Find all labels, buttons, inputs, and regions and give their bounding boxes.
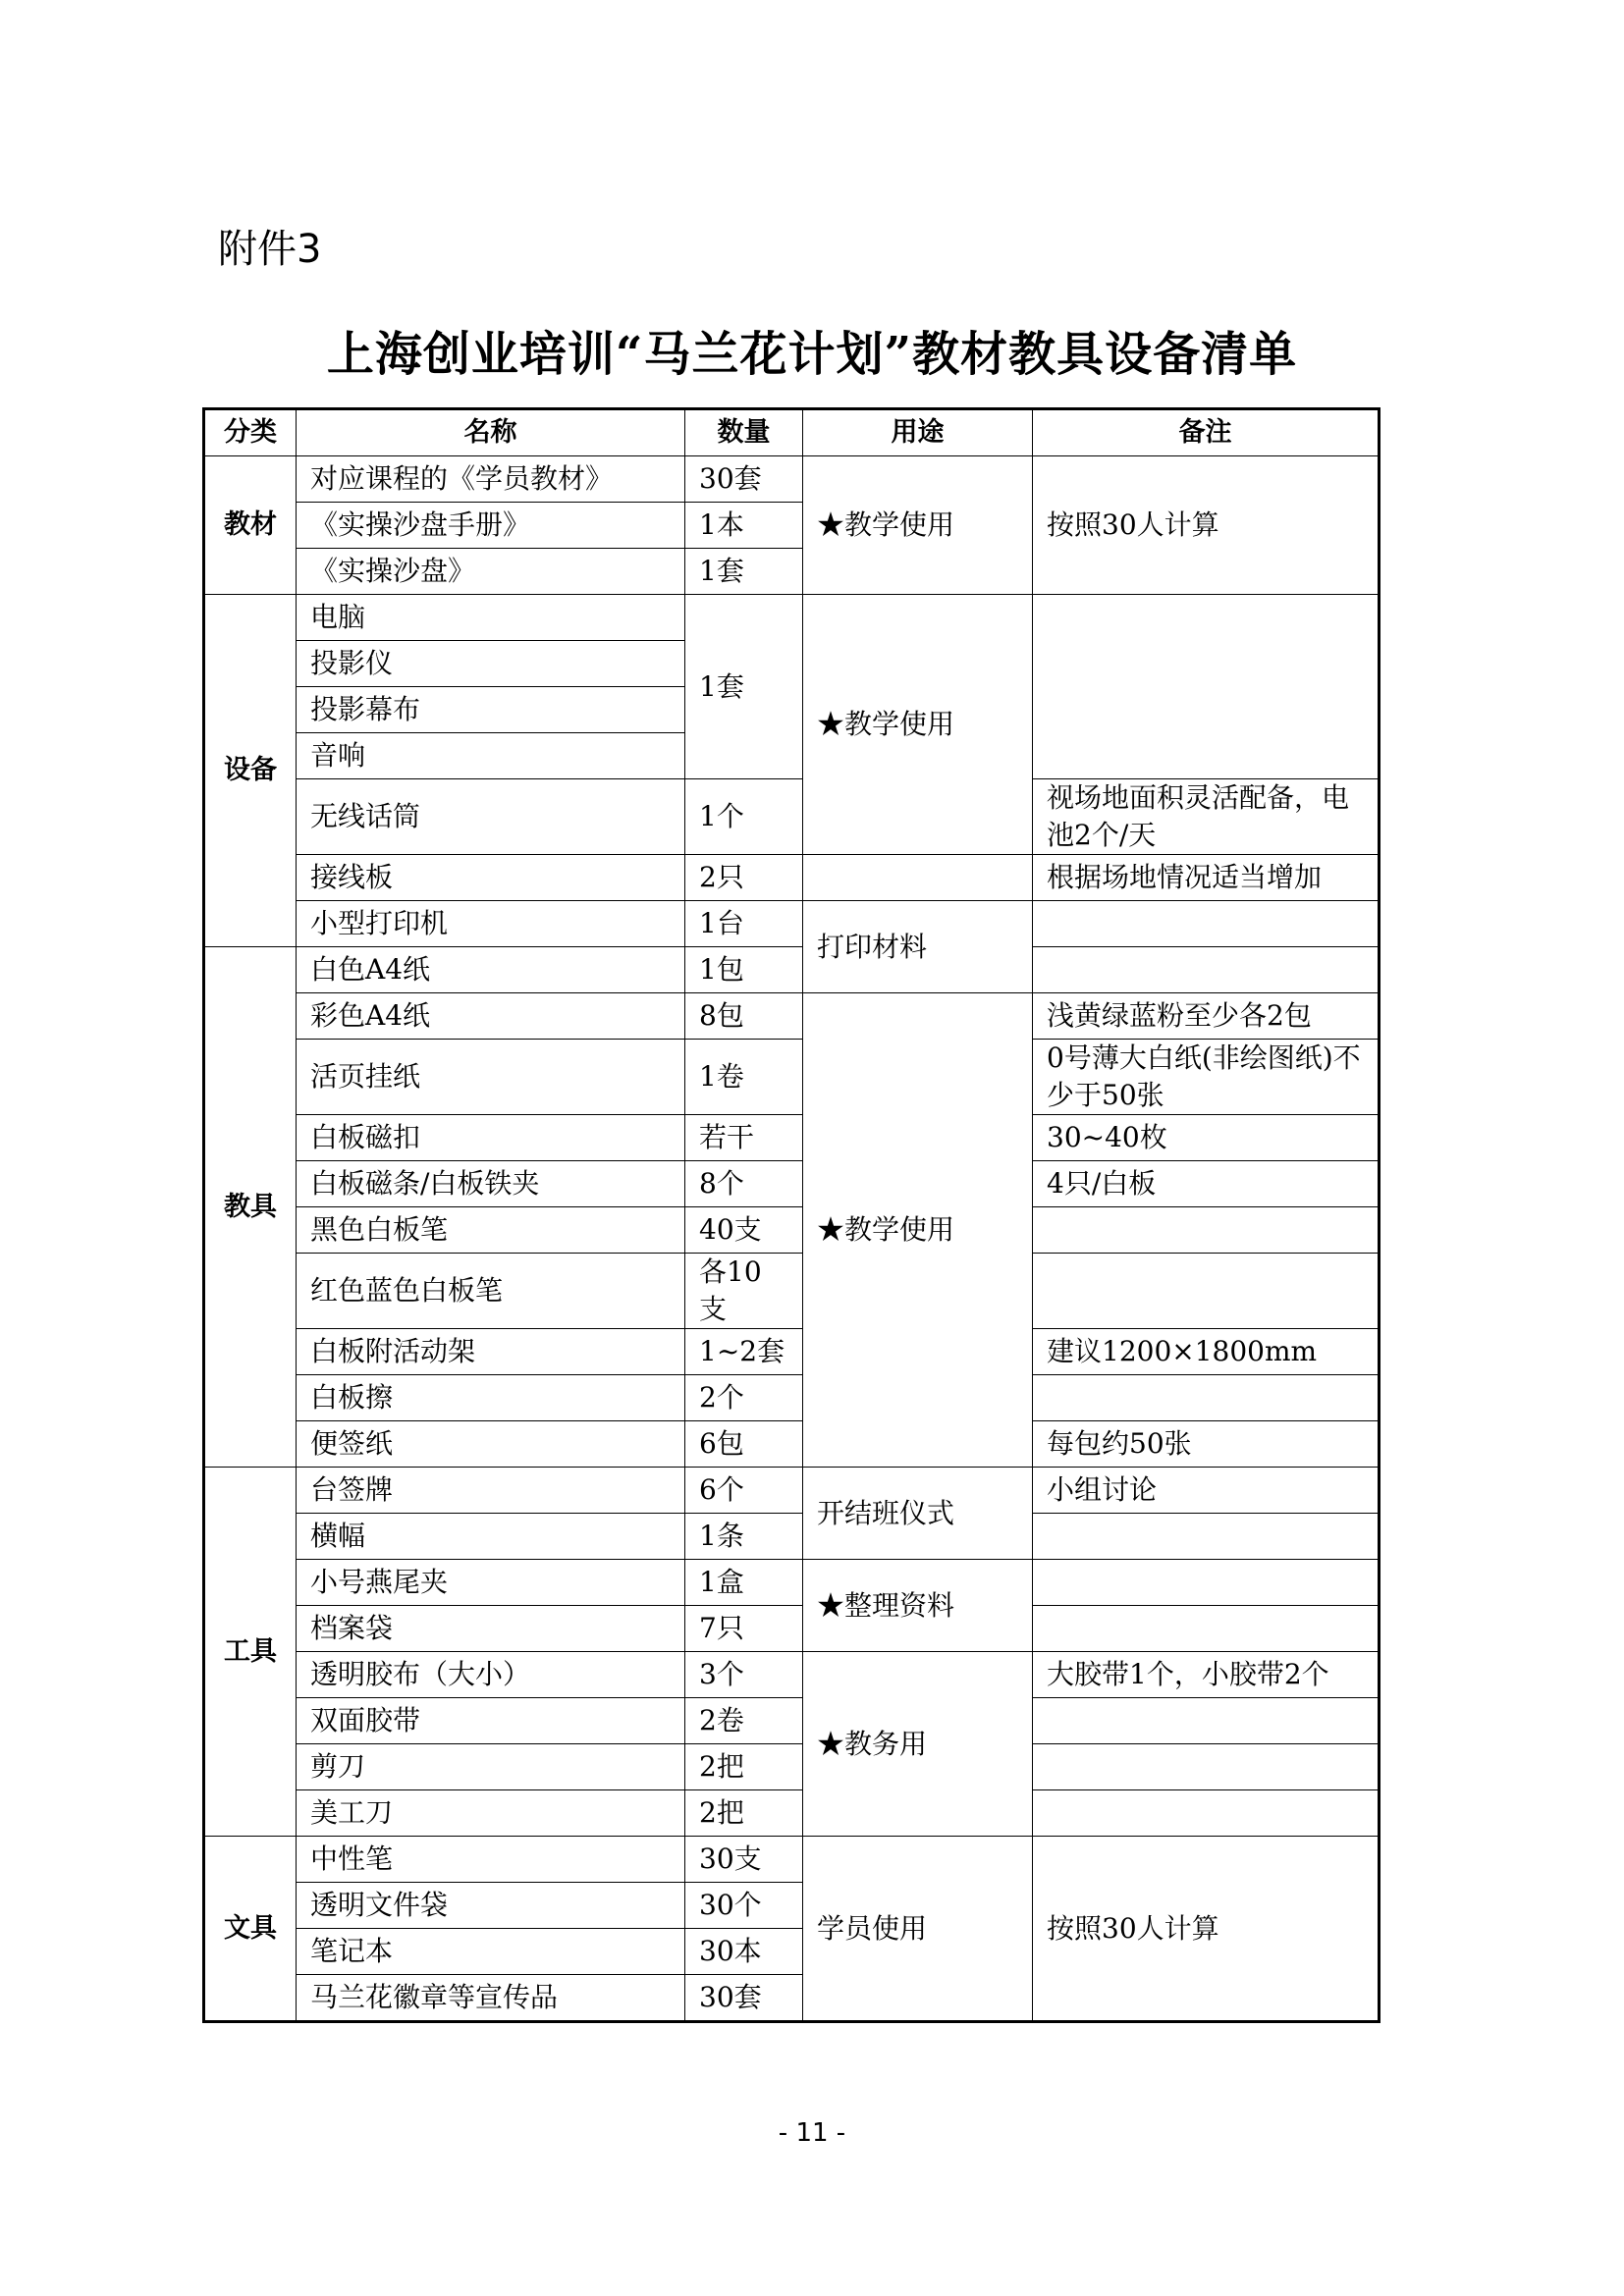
notes-cell <box>1033 1560 1380 1606</box>
usage-cell: ★教学使用 <box>803 993 1033 1468</box>
notes-cell <box>1033 1207 1380 1254</box>
equipment-table <box>202 407 1380 2023</box>
item-qty: 2把 <box>685 1744 803 1790</box>
notes-cell: 30~40枚 <box>1033 1115 1380 1161</box>
item-name: 横幅 <box>297 1514 685 1560</box>
usage-cell <box>803 855 1033 901</box>
item-name: 白板擦 <box>297 1375 685 1421</box>
item-name: 白板附活动架 <box>297 1329 685 1375</box>
header-name: 名称 <box>297 409 685 456</box>
item-name: 白色A4纸 <box>297 947 685 993</box>
item-name: 投影幕布 <box>297 687 685 733</box>
table-row <box>204 901 1380 947</box>
table-row <box>204 1790 1380 1837</box>
table-row <box>204 1606 1380 1652</box>
notes-cell: 每包约50张 <box>1033 1421 1380 1468</box>
notes-cell: 根据场地情况适当增加 <box>1033 855 1380 901</box>
item-name: 接线板 <box>297 855 685 901</box>
category-cell: 工具 <box>204 1468 297 1837</box>
usage-cell: 打印材料 <box>803 901 1033 993</box>
item-name: 白板磁条/白板铁夹 <box>297 1161 685 1207</box>
usage-cell: 开结班仪式 <box>803 1468 1033 1560</box>
table-row <box>204 1161 1380 1207</box>
notes-cell: 小组讨论 <box>1033 1468 1380 1514</box>
item-name: 黑色白板笔 <box>297 1207 685 1254</box>
table-row <box>204 595 1380 641</box>
item-qty: 7只 <box>685 1606 803 1652</box>
table-row <box>204 1040 1380 1115</box>
item-qty: 3个 <box>685 1652 803 1698</box>
item-qty: 30套 <box>685 1975 803 2022</box>
item-name: 投影仪 <box>297 641 685 687</box>
notes-cell: 浅黄绿蓝粉至少各2包 <box>1033 993 1380 1040</box>
notes-cell <box>1033 901 1380 947</box>
item-qty: 1台 <box>685 901 803 947</box>
item-name: 美工刀 <box>297 1790 685 1837</box>
notes-cell <box>1033 1606 1380 1652</box>
notes-cell: 大胶带1个，小胶带2个 <box>1033 1652 1380 1698</box>
item-qty: 各10支 <box>685 1254 803 1329</box>
table-row <box>204 1560 1380 1606</box>
item-qty: 30套 <box>685 456 803 503</box>
item-name: 笔记本 <box>297 1929 685 1975</box>
annex-label: 附件3 <box>218 227 322 272</box>
table-row <box>204 1698 1380 1744</box>
item-qty: 1套 <box>685 595 803 779</box>
usage-cell: ★教学使用 <box>803 595 1033 855</box>
table-row <box>204 1744 1380 1790</box>
notes-cell: 按照30人计算 <box>1033 456 1380 595</box>
item-qty: 1~2套 <box>685 1329 803 1375</box>
item-qty: 2只 <box>685 855 803 901</box>
table-row <box>204 1837 1380 1883</box>
item-qty: 1包 <box>685 947 803 993</box>
notes-cell: 4只/白板 <box>1033 1161 1380 1207</box>
item-name: 活页挂纸 <box>297 1040 685 1115</box>
item-name: 马兰花徽章等宣传品 <box>297 1975 685 2022</box>
item-qty: 1个 <box>685 779 803 855</box>
notes-cell <box>1033 1698 1380 1744</box>
item-name: 《实操沙盘手册》 <box>297 503 685 549</box>
table-row <box>204 779 1380 855</box>
notes-cell <box>1033 595 1380 779</box>
table-row <box>204 1652 1380 1698</box>
item-name: 剪刀 <box>297 1744 685 1790</box>
item-name: 电脑 <box>297 595 685 641</box>
usage-cell: ★整理资料 <box>803 1560 1033 1652</box>
table-row <box>204 1254 1380 1329</box>
item-qty: 1盒 <box>685 1560 803 1606</box>
table-row <box>204 1421 1380 1468</box>
notes-cell <box>1033 947 1380 993</box>
item-name: 彩色A4纸 <box>297 993 685 1040</box>
item-name: 音响 <box>297 733 685 779</box>
item-qty: 2把 <box>685 1790 803 1837</box>
category-cell: 设备 <box>204 595 297 947</box>
category-cell: 教具 <box>204 947 297 1468</box>
item-name: 双面胶带 <box>297 1698 685 1744</box>
item-name: 小号燕尾夹 <box>297 1560 685 1606</box>
item-qty: 若干 <box>685 1115 803 1161</box>
item-qty: 1套 <box>685 549 803 595</box>
item-qty: 8包 <box>685 993 803 1040</box>
table-row <box>204 1468 1380 1514</box>
table-row <box>204 1115 1380 1161</box>
notes-cell <box>1033 1254 1380 1329</box>
item-qty: 30个 <box>685 1883 803 1929</box>
header-category: 分类 <box>204 409 297 456</box>
usage-cell: 学员使用 <box>803 1837 1033 2022</box>
table-row <box>204 855 1380 901</box>
item-name: 对应课程的《学员教材》 <box>297 456 685 503</box>
item-name: 白板磁扣 <box>297 1115 685 1161</box>
notes-cell <box>1033 1375 1380 1421</box>
item-qty: 40支 <box>685 1207 803 1254</box>
usage-cell: ★教务用 <box>803 1652 1033 1837</box>
table-row <box>204 1375 1380 1421</box>
table-row <box>204 993 1380 1040</box>
item-qty: 8个 <box>685 1161 803 1207</box>
table-row <box>204 1207 1380 1254</box>
table-row <box>204 947 1380 993</box>
table-row <box>204 456 1380 503</box>
item-name: 透明胶布（大小） <box>297 1652 685 1698</box>
usage-cell: ★教学使用 <box>803 456 1033 595</box>
item-qty: 1本 <box>685 503 803 549</box>
item-qty: 6包 <box>685 1421 803 1468</box>
item-name: 便签纸 <box>297 1421 685 1468</box>
item-qty: 1卷 <box>685 1040 803 1115</box>
item-qty: 6个 <box>685 1468 803 1514</box>
category-cell: 教材 <box>204 456 297 595</box>
item-name: 无线话筒 <box>297 779 685 855</box>
notes-cell <box>1033 1744 1380 1790</box>
item-qty: 30支 <box>685 1837 803 1883</box>
table-row <box>204 1329 1380 1375</box>
table-row <box>204 1514 1380 1560</box>
notes-cell: 0号薄大白纸(非绘图纸)不少于50张 <box>1033 1040 1380 1115</box>
item-name: 透明文件袋 <box>297 1883 685 1929</box>
item-qty: 30本 <box>685 1929 803 1975</box>
item-qty: 1条 <box>685 1514 803 1560</box>
item-name: 小型打印机 <box>297 901 685 947</box>
notes-cell <box>1033 1790 1380 1837</box>
notes-cell: 建议1200×1800mm <box>1033 1329 1380 1375</box>
item-name: 中性笔 <box>297 1837 685 1883</box>
item-name: 《实操沙盘》 <box>297 549 685 595</box>
header-usage: 用途 <box>803 409 1033 456</box>
notes-cell <box>1033 1514 1380 1560</box>
notes-cell: 按照30人计算 <box>1033 1837 1380 2022</box>
page-number: - 11 - <box>778 2118 846 2148</box>
item-name: 台签牌 <box>297 1468 685 1514</box>
item-name: 档案袋 <box>297 1606 685 1652</box>
item-qty: 2卷 <box>685 1698 803 1744</box>
document-title: 上海创业培训“马兰花计划”教材教具设备清单 <box>326 327 1298 382</box>
notes-cell: 视场地面积灵活配备，电池2个/天 <box>1033 779 1380 855</box>
header-notes: 备注 <box>1033 409 1380 456</box>
item-qty: 2个 <box>685 1375 803 1421</box>
table-header-row <box>204 409 1380 456</box>
category-cell: 文具 <box>204 1837 297 2022</box>
header-quantity: 数量 <box>685 409 803 456</box>
item-name: 红色蓝色白板笔 <box>297 1254 685 1329</box>
